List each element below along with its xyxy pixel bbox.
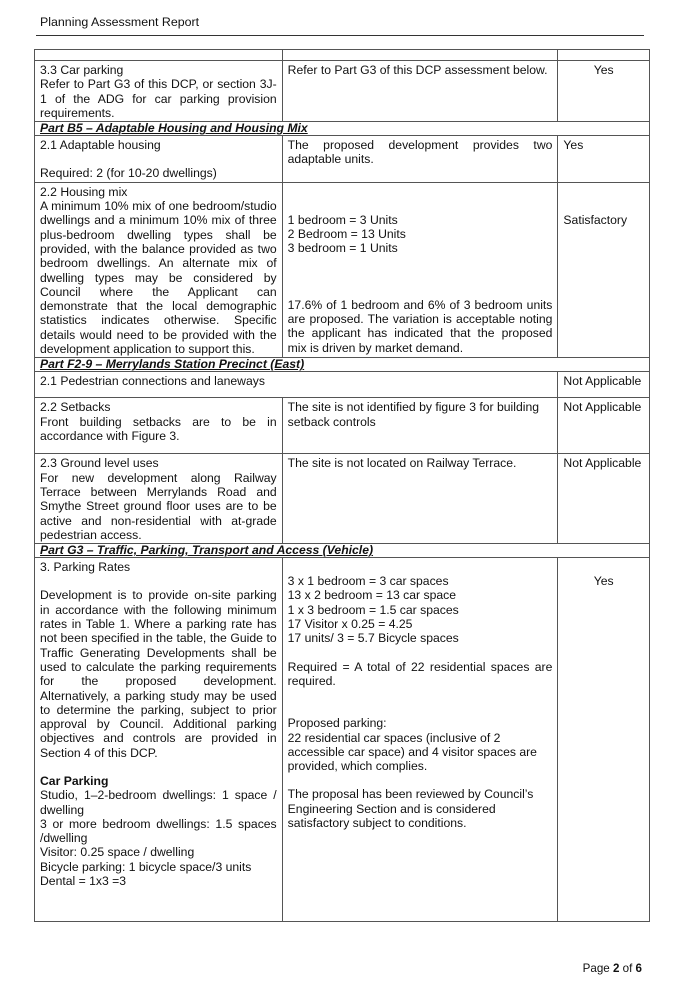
- control-text: Front building setbacks are to be in accordance with Figure 3.: [40, 414, 277, 443]
- row-title: 3.3 Car parking: [40, 63, 124, 77]
- row-title: 2.2 Setbacks: [40, 400, 111, 415]
- compliance-cell: Not Applicable: [558, 372, 650, 398]
- table-top-spacer-row: [35, 50, 650, 61]
- page-label: Page: [582, 962, 613, 975]
- section-heading-row: [35, 358, 650, 372]
- control-text: A minimum 10% mix of one bedroom/studio dwellings and a minimum 10% mix of three plus-bedroom dwelling types shall be provided, with the balance provided as two bedroom dwellings. An alternate mix of dwelling types may be considered by Council where the Applicant can demonstrate that the local demographic statistics indicates otherwise. Specific details would need to be provided with the development application to support this.: [40, 199, 277, 357]
- section-heading-row: [35, 544, 650, 558]
- compliance-cell: Yes: [558, 61, 650, 122]
- table-row: [35, 558, 650, 922]
- car-parking-heading: Car Parking: [40, 773, 109, 788]
- unit-count: 1 bedroom = 3 Units: [287, 212, 398, 227]
- rate-line: 3 or more bedroom dwellings: 1.5 spaces /dwelling: [40, 816, 277, 846]
- calc-line: 1 x 3 bedroom = 1.5 car spaces: [287, 602, 459, 617]
- assessment-table: [34, 49, 650, 922]
- compliance-cell: Yes: [558, 136, 650, 183]
- page-of-label: of: [619, 962, 636, 975]
- assessment-cell: [282, 182, 558, 358]
- table-row: [35, 61, 650, 122]
- control-text: For new development along Railway Terrace between Merrylands Road and Smythe Street ground floor uses are to be active and non-residential with at-grade pedestrian access.: [40, 470, 277, 542]
- control-cell: [35, 182, 283, 358]
- unit-count: 2 Bedroom = 13 Units: [287, 227, 406, 242]
- assessment-cell: The site is not located on Railway Terrace.: [282, 454, 558, 544]
- page-number: [583, 962, 642, 975]
- section-heading: Part F2-9 – Merrylands Station Precinct (East): [35, 358, 650, 372]
- calc-line: 3 x 1 bedroom = 3 car spaces: [287, 574, 449, 589]
- header-divider: [36, 35, 644, 36]
- control-cell: [35, 398, 283, 454]
- assessment-cell: Refer to Part G3 of this DCP assessment below.: [282, 61, 558, 122]
- row-title: 2.2 Housing mix: [40, 184, 128, 199]
- section-heading: Part B5 – Adaptable Housing and Housing Mix: [35, 122, 650, 136]
- compliance-cell: [558, 182, 650, 358]
- control-cell: 2.1 Pedestrian connections and laneways: [35, 372, 558, 398]
- row-title: 3. Parking Rates: [40, 560, 131, 575]
- table-row: [35, 398, 650, 454]
- compliance-cell: Not Applicable: [558, 454, 650, 544]
- proposed-heading: Proposed parking:: [287, 716, 387, 731]
- compliance-cell: Not Applicable: [558, 398, 650, 454]
- current-page: 2: [612, 962, 620, 975]
- rate-line: Bicycle parking: 1 bicycle space/3 units: [40, 859, 252, 874]
- table-row: [35, 182, 650, 358]
- required-text: Required: 2 (for 10-20 dwellings): [40, 166, 217, 181]
- row-title: 2.1 Adaptable housing: [40, 138, 161, 153]
- calc-line: 17 Visitor x 0.25 = 4.25: [287, 617, 413, 632]
- required-text: Required = A total of 22 residential spaces are required.: [287, 659, 553, 688]
- control-text: Development is to provide on-site parking in accordance with the following minimum rates in Table 1. Where a parking rate has not been specified in the table, the Guide to Traffic Generating Developments shall be used to calculate the parking requirements for the proposed development. Alternatively, a parking study may be used to determine the parking, subject to prior approval by Council. Additional parking objectives and controls are provided in Section 4 of this DCP.: [40, 588, 277, 760]
- control-cell: [35, 454, 283, 544]
- section-heading-row: [35, 122, 650, 136]
- table-row: [35, 136, 650, 183]
- calc-line: 13 x 2 bedroom = 13 car space: [287, 588, 457, 603]
- unit-count: 3 bedroom = 1 Units: [287, 241, 398, 256]
- control-cell: [35, 61, 283, 122]
- control-text: Refer to Part G3 of this DCP, or section 3J-1 of the ADG for car parking provision requirements.: [40, 77, 277, 120]
- table-row: [35, 372, 650, 398]
- review-text: The proposal has been reviewed by Council’s Engineering Section and is considered satisfactory subject to conditions.: [287, 787, 534, 830]
- control-cell: [35, 136, 283, 183]
- proposed-text: 22 residential car spaces (inclusive of 2 accessible car space) and 4 visitor spaces are provided, which complies.: [287, 730, 537, 774]
- compliance-value: Satisfactory: [563, 212, 628, 227]
- rate-line: Dental = 1x3 =3: [40, 874, 127, 889]
- compliance-cell: [558, 558, 650, 922]
- row-title: 2.3 Ground level uses: [40, 456, 159, 471]
- control-cell: [35, 558, 283, 922]
- section-heading: Part G3 – Traffic, Parking, Transport and Access (Vehicle): [35, 544, 650, 558]
- compliance-value: Yes: [593, 574, 614, 589]
- total-pages: 6: [635, 962, 642, 975]
- calc-line: 17 units/ 3 = 5.7 Bicycle spaces: [287, 631, 459, 646]
- assessment-cell: [282, 558, 558, 922]
- assessment-text: 17.6% of 1 bedroom and 6% of 3 bedroom units are proposed. The variation is acceptable noting the applicant has indicated that the proposed mix is driven by market demand.: [287, 297, 553, 355]
- rate-line: Studio, 1–2-bedroom dwellings: 1 space / dwelling: [40, 788, 277, 817]
- assessment-cell: The proposed development provides two adaptable units.: [282, 136, 558, 183]
- rate-line: Visitor: 0.25 space / dwelling: [40, 845, 195, 860]
- table-row: [35, 454, 650, 544]
- report-header-title: Planning Assessment Report: [40, 15, 200, 29]
- assessment-cell: The site is not identified by figure 3 for building setback controls: [282, 398, 558, 454]
